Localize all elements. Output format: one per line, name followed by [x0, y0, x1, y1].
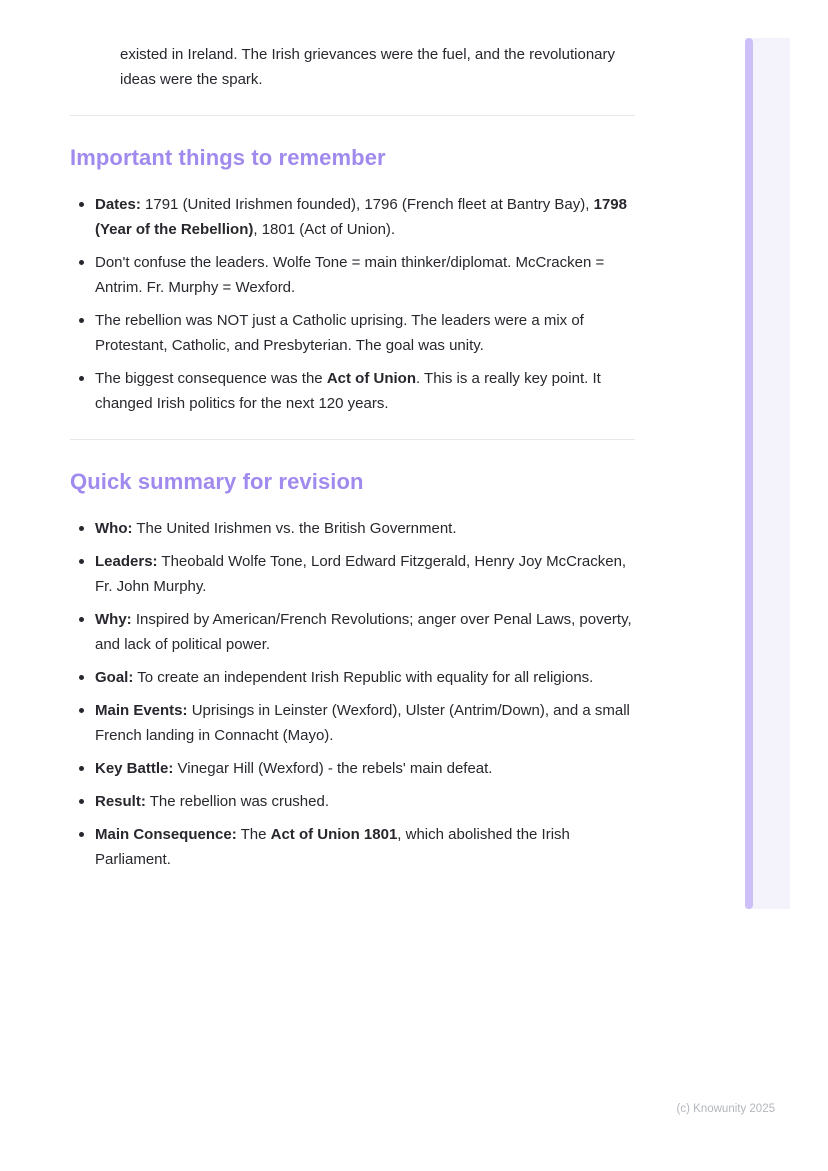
text-segment: The biggest consequence was the	[95, 370, 327, 387]
section-divider	[70, 115, 635, 116]
list-item	[70, 789, 635, 814]
list-item	[70, 607, 635, 657]
bold-text-segment: 1798 (Year of the Rebellion)	[95, 196, 627, 238]
section-heading: Quick summary for revision	[70, 469, 364, 494]
text-segment: The rebellion was NOT just a Catholic uprising. The leaders were a mix of Protestant, Catholic, and Presbyterian. The goal was unity.	[95, 312, 584, 354]
text-segment: Don't confuse the leaders. Wolfe Tone = main thinker/diplomat. McCracken = Antrim. Fr. Murphy = Wexford.	[95, 254, 605, 296]
list-item	[70, 698, 635, 748]
bold-text-segment: Why:	[95, 611, 132, 628]
text-segment: Vinegar Hill (Wexford) - the rebels' main defeat.	[173, 760, 493, 777]
bold-text-segment: Who:	[95, 520, 133, 537]
list-item	[70, 366, 635, 416]
copyright-footer: (c) Knowunity 2025	[676, 1103, 775, 1115]
document-content	[70, 0, 635, 880]
bold-text-segment: Dates:	[95, 196, 141, 213]
text-segment: 1791 (United Irishmen founded), 1796 (French fleet at Bantry Bay),	[140, 196, 594, 213]
intro-paragraph: existed in Ireland. The Irish grievances were the fuel, and the revolutionary ideas were the spark.	[120, 46, 615, 88]
bullet-list	[70, 192, 635, 416]
scrollbar-thumb[interactable]	[745, 38, 753, 909]
bold-text-segment: Goal:	[95, 669, 134, 686]
bold-text-segment: Act of Union 1801	[270, 826, 398, 843]
text-segment: To create an independent Irish Republic with equality for all religions.	[133, 669, 594, 686]
list-item	[70, 549, 635, 599]
list-item	[70, 516, 635, 541]
section-divider	[70, 439, 635, 440]
bullet-list	[70, 516, 635, 872]
text-segment: Inspired by American/French Revolutions; anger over Penal Laws, poverty, and lack of political power.	[95, 611, 632, 653]
section-heading: Important things to remember	[70, 145, 386, 170]
text-segment: The United Irishmen vs. the British Government.	[132, 520, 457, 537]
list-item	[70, 756, 635, 781]
text-segment: , 1801 (Act of Union).	[253, 221, 396, 238]
bold-text-segment: Main Consequence:	[95, 826, 237, 843]
text-segment: The rebellion was crushed.	[145, 793, 330, 810]
text-segment: Uprisings in Leinster (Wexford), Ulster (Antrim/Down), and a small French landing in Connacht (Mayo).	[95, 702, 630, 744]
text-segment: The	[236, 826, 271, 843]
list-item	[70, 308, 635, 358]
text-segment: Theobald Wolfe Tone, Lord Edward Fitzgerald, Henry Joy McCracken, Fr. John Murphy.	[95, 553, 627, 595]
bold-text-segment: Result:	[95, 793, 146, 810]
bold-text-segment: Leaders:	[95, 553, 158, 570]
list-item	[70, 822, 635, 872]
text-segment: . This is a really key point. It changed Irish politics for the next 120 years.	[95, 370, 601, 412]
list-item	[70, 250, 635, 300]
bold-text-segment: Key Battle:	[95, 760, 174, 777]
bold-text-segment: Act of Union	[326, 370, 416, 387]
text-segment: , which abolished the Irish Parliament.	[95, 826, 570, 868]
list-item	[70, 192, 635, 242]
list-item	[70, 665, 635, 690]
bold-text-segment: Main Events:	[95, 702, 188, 719]
sections	[70, 115, 635, 872]
